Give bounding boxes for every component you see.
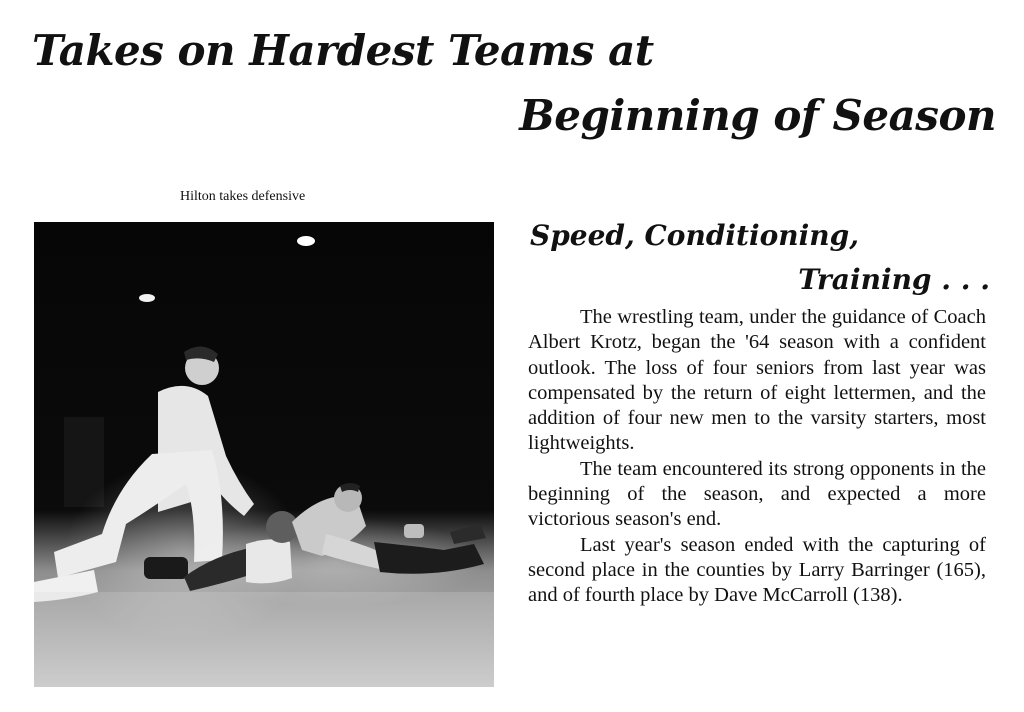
wrestling-photo bbox=[34, 222, 494, 687]
photo-caption: Hilton takes defensive bbox=[180, 189, 306, 204]
subheading-line-2: Training . . . bbox=[798, 263, 990, 296]
ceiling-light bbox=[139, 294, 155, 302]
headline-line-2: Beginning of Season bbox=[519, 91, 996, 140]
article-paragraph: Last year's season ended with the capturing of second place in the counties by Larry Barringer (165), and of fourth place by Dave McCarroll (138). bbox=[528, 533, 986, 607]
ceiling-light bbox=[297, 236, 315, 246]
subheading-line-1: Speed, Conditioning, bbox=[530, 219, 859, 252]
headline-line-1: Takes on Hardest Teams at bbox=[32, 26, 654, 75]
article-body bbox=[528, 305, 986, 609]
article-paragraph: The wrestling team, under the guidance of Coach Albert Krotz, began the '64 season with a confident outlook. The loss of four seniors from last year was compensated by the return of eight lettermen, and the addition of four new men to the varsity starters, most lightweights. bbox=[528, 306, 986, 455]
article-paragraph: The team encountered its strong opponents in the beginning of the season, and expected a more victorious season's end. bbox=[528, 457, 986, 531]
